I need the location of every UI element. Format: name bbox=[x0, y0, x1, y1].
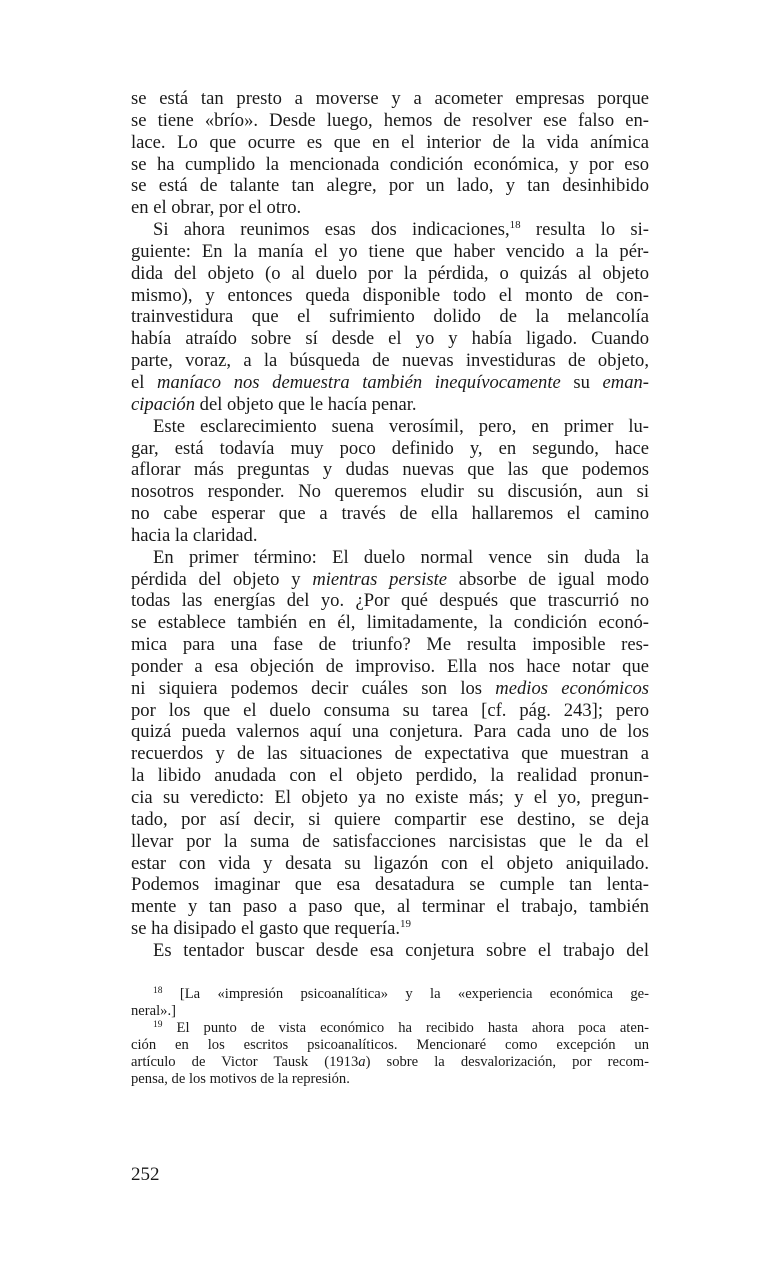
body-line bbox=[131, 569, 649, 591]
footnote-number-19: 19 bbox=[153, 1020, 163, 1030]
footnote-19-line bbox=[131, 1020, 649, 1037]
footnote-ref-19[interactable]: 19 bbox=[400, 918, 412, 931]
body-line: guiente: En la manía el yo tiene que haber vencido a la pér- bbox=[131, 240, 649, 262]
footnote-text: [La «impresión psicoanalítica» y la «experiencia económica ge- bbox=[179, 986, 649, 1002]
italic-text: maníaco nos demuestra también inequívocamente bbox=[157, 371, 561, 393]
body-line bbox=[131, 678, 649, 700]
line-text: absorbe de igual modo bbox=[447, 568, 650, 590]
body-line: lace. Lo que ocurre es que en el interior de la vida anímica bbox=[131, 131, 649, 153]
line-text: del objeto que le hacía penar. bbox=[195, 393, 417, 415]
italic-text: mientras persiste bbox=[312, 568, 448, 590]
body-line bbox=[131, 918, 649, 940]
body-line: hacia la claridad. bbox=[131, 524, 258, 546]
footnote-ref-18[interactable]: 18 bbox=[509, 219, 521, 232]
body-line: Este esclarecimiento suena verosímil, pero, en primer lu- bbox=[153, 415, 649, 437]
body-line: había atraído sobre sí desde el yo y había ligado. Cuando bbox=[131, 328, 649, 350]
body-line: nosotros responder. No queremos eludir su discusión, aun si bbox=[131, 481, 649, 503]
footnote-text: ) sobre la desvalorización, por recom- bbox=[365, 1054, 649, 1070]
footnote-19-line: pensa, de los motivos de la represión. bbox=[131, 1071, 350, 1087]
body-line: recuerdos y de las situaciones de expectativa que muestran a bbox=[131, 743, 649, 765]
body-line: Podemos imaginar que esa desatadura se cumple tan lenta- bbox=[131, 874, 649, 896]
footnote-18-line: neral».] bbox=[131, 1003, 176, 1019]
footnote-19-line: ción en los escritos psicoanalíticos. Mencionaré como excepción un bbox=[131, 1037, 649, 1053]
body-line: Es tentador buscar desde esa conjetura sobre el trabajo del bbox=[153, 939, 649, 961]
line-text: se ha disipado el gasto que requería. bbox=[131, 918, 401, 940]
footnote-18-line bbox=[131, 986, 649, 1003]
body-line: trainvestidura que el sufrimiento dolido de la melancolía bbox=[131, 306, 649, 328]
body-line: mismo), y entonces queda disponible todo el monto de con- bbox=[131, 284, 649, 306]
body-line: En primer término: El duelo normal vence sin duda la bbox=[153, 546, 649, 568]
body-line: por los que el duelo consuma su tarea [cf. pág. 243]; pero bbox=[131, 699, 649, 721]
italic-text: eman- bbox=[602, 371, 649, 393]
body-line: en el obrar, por el otro. bbox=[131, 197, 302, 219]
body-line: se tiene «brío». Desde luego, hemos de resolver ese falso en- bbox=[131, 109, 649, 131]
body-line bbox=[131, 219, 649, 241]
line-text: resulta lo si- bbox=[520, 219, 649, 241]
body-line: aflorar más preguntas y dudas nuevas que las que podemos bbox=[131, 459, 649, 481]
body-line: todas las energías del yo. ¿Por qué después que trascurrió no bbox=[131, 590, 649, 612]
body-line bbox=[131, 372, 649, 394]
body-line: se está de talante tan alegre, por un lado, y tan desinhibido bbox=[131, 175, 649, 197]
body-line: se está tan presto a moverse y a acometer empresas porque bbox=[131, 88, 649, 109]
body-line: cia su veredicto: El objeto ya no existe más; y el yo, pregun- bbox=[131, 787, 649, 808]
body-line: estar con vida y desata su ligazón con el objeto aniquilado. bbox=[131, 852, 649, 874]
body-line: dida del objeto (o al duelo por la pérdida, o quizás al objeto bbox=[131, 262, 649, 284]
body-line: se establece también en él, limitadamente, la condición econó- bbox=[131, 612, 649, 634]
italic-text: cipación bbox=[131, 393, 196, 415]
body-line: se ha cumplido la mencionada condición económica, y por eso bbox=[131, 153, 649, 175]
italic-text: medios económicos bbox=[495, 677, 649, 699]
line-text: pérdida del objeto y bbox=[131, 568, 313, 590]
italic-text: a bbox=[358, 1054, 366, 1070]
body-line: no cabe esperar que a través de ella hallaremos el camino bbox=[131, 503, 649, 525]
footnote-number-18: 18 bbox=[153, 986, 163, 996]
body-line: tado, por así decir, si quiere compartir ese destino, se deja bbox=[131, 808, 649, 830]
line-text: el bbox=[131, 371, 158, 393]
footnotes bbox=[131, 986, 649, 1088]
body-line: llevar por la suma de satisfacciones narcisistas que le da el bbox=[131, 830, 649, 852]
footnote-text: artículo de Victor Tausk (1913 bbox=[131, 1054, 359, 1070]
line-text: su bbox=[560, 371, 603, 393]
body-line: quizá pueda valernos aquí una conjetura. Para cada uno de los bbox=[131, 721, 649, 743]
body-line: la libido anudada con el objeto perdido, la realidad pronun- bbox=[131, 765, 649, 787]
page-body bbox=[131, 88, 649, 962]
footnote-19-line bbox=[131, 1054, 649, 1071]
body-line: mica para una fase de triunfo? Me resulta imposible res- bbox=[131, 634, 649, 656]
footnote-text: El punto de vista económico ha recibido hasta ahora poca aten- bbox=[176, 1020, 649, 1036]
body-line bbox=[131, 394, 649, 416]
body-line: gar, está todavía muy poco definido y, en segundo, hace bbox=[131, 437, 649, 459]
page-number: 252 bbox=[131, 1164, 160, 1185]
body-line: mente y tan paso a paso que, al terminar el trabajo, también bbox=[131, 896, 649, 918]
body-line: parte, voraz, a la búsqueda de nuevas investiduras de objeto, bbox=[131, 350, 649, 372]
line-text: ni siquiera podemos decir cuáles son los bbox=[131, 677, 496, 699]
body-line: ponder a esa objeción de improviso. Ella nos hace notar que bbox=[131, 655, 649, 677]
line-text: Si ahora reunimos esas dos indicaciones, bbox=[153, 219, 510, 241]
